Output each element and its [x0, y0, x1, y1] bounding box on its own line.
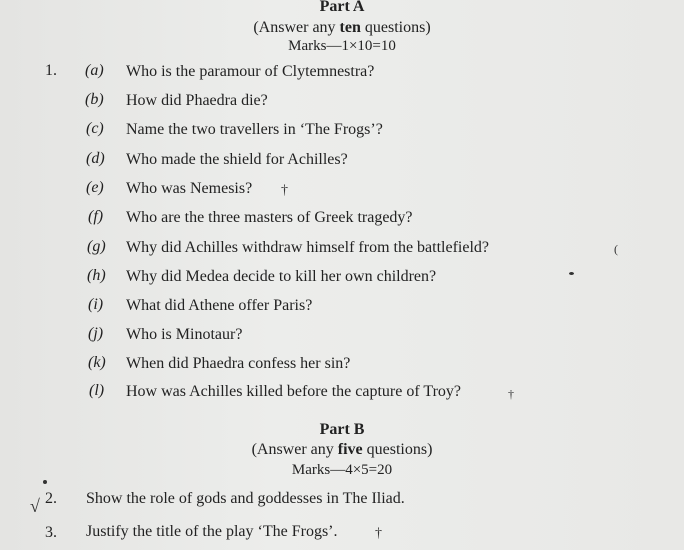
question-number: 2.	[45, 490, 57, 507]
question-letter: (h)	[87, 267, 106, 284]
question-number: 3.	[45, 524, 57, 541]
question-letter: (i)	[88, 296, 104, 313]
part-b-instruction-prefix: (Answer any	[251, 441, 338, 458]
pen-mark-icon: †	[281, 183, 288, 198]
part-a-instruction	[0, 19, 684, 37]
question-letter: (k)	[88, 354, 106, 371]
part-b-instruction-suffix: questions)	[362, 441, 433, 458]
question-letter: (f)	[88, 208, 104, 225]
question-text: Who was Nemesis?	[126, 180, 253, 197]
pen-mark-icon: †	[375, 526, 382, 541]
question-letter: (g)	[87, 238, 106, 255]
question-letter: (b)	[85, 91, 104, 108]
part-a-marks: Marks—1×10=10	[288, 38, 396, 54]
question-text: Who is the paramour of Clytemnestra?	[126, 63, 375, 80]
question-letter: (e)	[86, 179, 104, 196]
ink-dot-icon	[43, 480, 47, 484]
part-a-instruction-count: ten	[339, 19, 361, 36]
part-b-instruction	[0, 441, 684, 459]
question-text: Justify the title of the play ‘The Frogs’.	[86, 523, 338, 540]
pen-mark-icon: †	[508, 387, 514, 401]
question-1-number: 1.	[45, 62, 57, 79]
ink-dot-icon	[569, 272, 574, 275]
part-a-instruction-prefix: (Answer any	[253, 19, 340, 36]
question-text: Who are the three masters of Greek tragedy?	[126, 209, 413, 226]
question-text: Why did Medea decide to kill her own children?	[126, 268, 437, 285]
question-text: Why did Achilles withdraw himself from the battlefield?	[126, 239, 490, 256]
pen-mark-icon: (	[614, 242, 618, 256]
question-letter: (c)	[86, 120, 104, 137]
tick-mark-icon: √	[30, 496, 40, 516]
question-letter: (d)	[86, 150, 105, 167]
part-b-marks: Marks—4×5=20	[291, 462, 393, 478]
question-text: What did Athene offer Paris?	[126, 297, 313, 314]
question-letter: (j)	[88, 325, 104, 342]
question-text: Name the two travellers in ‘The Frogs’?	[126, 121, 383, 138]
part-a-instruction-suffix: questions)	[360, 19, 431, 36]
part-a-title: Part A	[319, 0, 365, 15]
question-text: Who is Minotaur?	[126, 326, 243, 343]
question-letter: (a)	[85, 62, 104, 79]
question-text: How was Achilles killed before the capture of Troy?	[126, 383, 462, 400]
question-letter: (l)	[89, 382, 105, 399]
part-b-instruction-count: five	[337, 441, 363, 458]
question-text: Who made the shield for Achilles?	[126, 151, 348, 168]
part-b-title: Part B	[319, 421, 365, 438]
question-text: Show the role of gods and goddesses in The Iliad.	[86, 490, 405, 507]
question-text: When did Phaedra confess her sin?	[126, 355, 351, 372]
question-text: How did Phaedra die?	[126, 92, 268, 109]
